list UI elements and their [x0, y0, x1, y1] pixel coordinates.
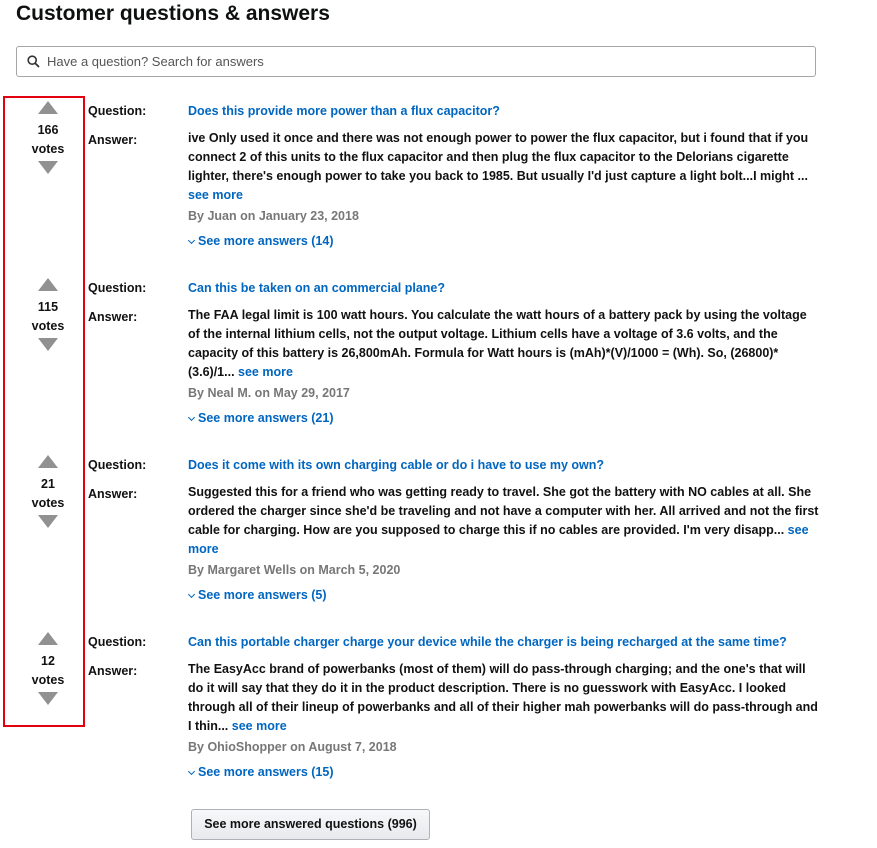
chevron-down-icon [188, 237, 195, 244]
votes-label: votes [31, 673, 65, 687]
answer-label: Answer: [88, 310, 138, 324]
see-more-answers-link[interactable] [188, 765, 334, 779]
vote-widget [20, 632, 76, 705]
vote-count: 12 [41, 654, 55, 668]
see-more-answers-label: See more answers (15) [198, 765, 334, 779]
vote-widget [20, 101, 76, 174]
votes-label: votes [31, 142, 65, 156]
answer-body: The FAA legal limit is 100 watt hours. You calculate the watt hours of a battery pack by using the voltage of the internal lithium cells, not the output voltage. Lithium cells have a voltage of 3.6 volts, and the capacity of this battery is 26,800mAh. Formula for Watt hours is (mAh)*(V)/1000 = (Wh). So, (26800)*(3.6)/1... [188, 308, 807, 379]
answer-body: Suggested this for a friend who was getting ready to travel. She got the battery with NO cables at all. She ordered the charger since she'd be traveling and not have a computer with her. All arrived and not the first cable for charging. How are you supposed to charge this if no cables are provided. I'm very disapp... [188, 485, 819, 537]
question-link[interactable]: Does it come with its own charging cable or do i have to use my own? [188, 458, 605, 472]
downvote-arrow-icon[interactable] [38, 692, 58, 705]
page-title: Customer questions & answers [16, 2, 330, 25]
question-link[interactable]: Does this provide more power than a flux capacitor? [188, 104, 500, 118]
see-more-answers-link[interactable] [188, 588, 327, 602]
vote-count: 21 [41, 477, 55, 491]
see-more-answers-label: See more answers (14) [198, 234, 334, 248]
answer-label: Answer: [88, 664, 138, 678]
question-label: Question: [88, 458, 147, 472]
upvote-arrow-icon[interactable] [38, 278, 58, 291]
chevron-down-icon [188, 768, 195, 775]
answer-text [188, 483, 820, 559]
question-link[interactable]: Can this portable charger charge your device while the charger is being recharged at the same time? [188, 635, 787, 649]
answer-label: Answer: [88, 133, 138, 147]
answer-body: ive Only used it once and there was not enough power to power the flux capacitor, but i found that if you connect 2 of this units to the flux capacitor and then plug the flux capacitor to the Delorians cigarette lighter, there's enough power to take you back to 1985. But usually I'd just capture a light bolt...I might ... [188, 131, 809, 183]
chevron-down-icon [188, 591, 195, 598]
see-more-link[interactable]: see more [188, 188, 243, 202]
upvote-arrow-icon[interactable] [38, 101, 58, 114]
answer-body: The EasyAcc brand of powerbanks (most of them) will do pass-through charging; and the one's that will do it will say that they do it in the product description. There is no guesswork with EasyAcc. I looked through all of their lineup of powerbanks and all of their higher mah powerbanks will do pass-through and I thin... [188, 662, 818, 733]
answer-byline: By Juan on January 23, 2018 [188, 209, 359, 223]
vote-widget [20, 455, 76, 528]
see-more-link[interactable]: see more [238, 365, 293, 379]
answer-byline: By OhioShopper on August 7, 2018 [188, 740, 397, 754]
downvote-arrow-icon[interactable] [38, 338, 58, 351]
answer-text [188, 129, 820, 205]
answer-text [188, 660, 820, 736]
downvote-arrow-icon[interactable] [38, 515, 58, 528]
upvote-arrow-icon[interactable] [38, 455, 58, 468]
upvote-arrow-icon[interactable] [38, 632, 58, 645]
search-input[interactable] [16, 46, 816, 77]
answer-byline: By Margaret Wells on March 5, 2020 [188, 563, 401, 577]
see-more-answers-label: See more answers (21) [198, 411, 334, 425]
downvote-arrow-icon[interactable] [38, 161, 58, 174]
question-label: Question: [88, 635, 147, 649]
question-label: Question: [88, 104, 147, 118]
see-more-answers-label: See more answers (5) [198, 588, 327, 602]
answer-label: Answer: [88, 487, 138, 501]
vote-count: 115 [37, 300, 59, 314]
answer-text [188, 306, 820, 382]
chevron-down-icon [188, 414, 195, 421]
votes-label: votes [31, 319, 65, 333]
votes-label: votes [31, 496, 65, 510]
search-placeholder: Have a question? Search for answers [47, 54, 264, 69]
vote-count: 166 [37, 123, 59, 137]
see-more-link[interactable]: see more [231, 719, 287, 733]
question-link[interactable]: Can this be taken on an commercial plane? [188, 281, 446, 295]
question-label: Question: [88, 281, 147, 295]
see-more-answered-questions-button[interactable]: See more answered questions (996) [191, 809, 430, 840]
vote-widget [20, 278, 76, 351]
see-more-link[interactable]: see more [188, 523, 809, 556]
answer-byline: By Neal M. on May 29, 2017 [188, 386, 350, 400]
search-icon [27, 55, 40, 68]
see-more-answers-link[interactable] [188, 411, 334, 425]
see-more-answers-link[interactable] [188, 234, 334, 248]
